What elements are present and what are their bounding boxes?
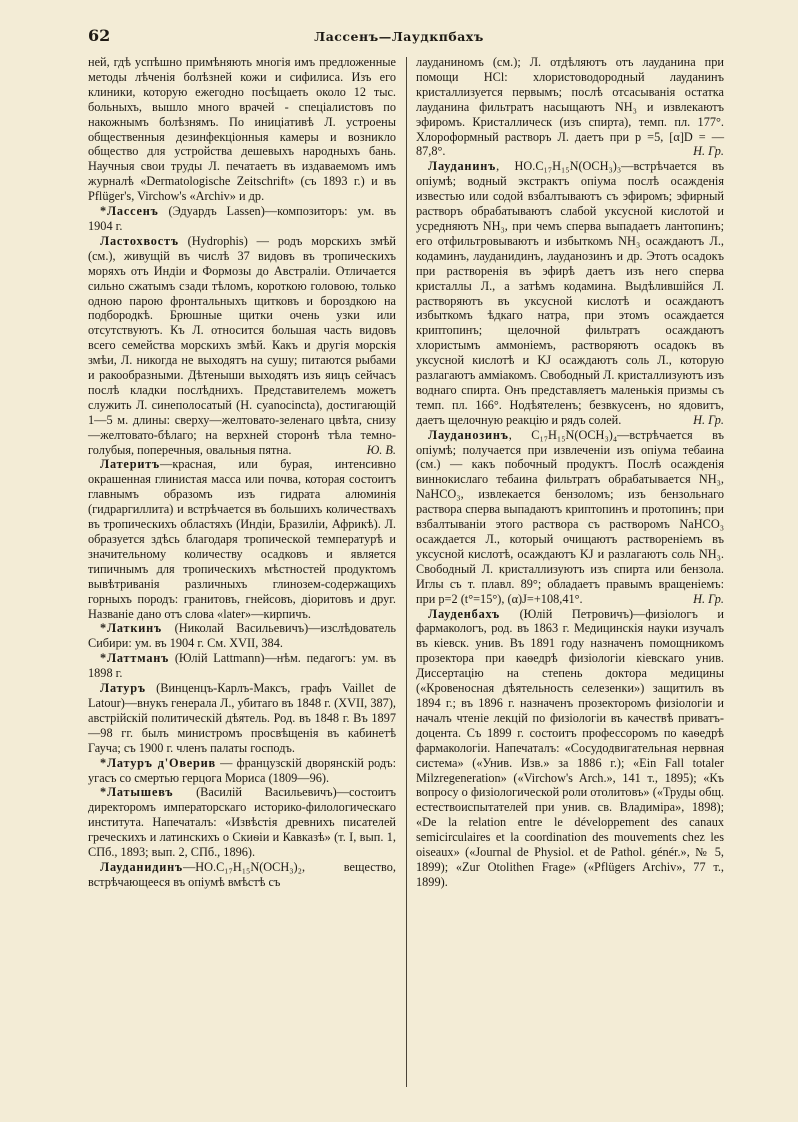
entry-text: (Эдуардъ Lassen)—композиторъ: ум. въ 1904 г. — [88, 204, 396, 233]
entry-headword: Латеритъ — [100, 457, 161, 472]
entry-text: (Hydrophis) — родъ морскихъ змѣй (см.), живущій въ числѣ 37 видовъ въ тропическихъ моряхъ отъ Индіи и Формозы до Австраліи. Отличается сильно сжатымъ сзади тѣломъ, короткою головою, только одною парою фронтальныхъ щитковъ и бороздкою на подбородкѣ. Брюшные щитки очень узки или отсутствуютъ. Къ Л. относится большая часть видовъ всего семейства морскихъ змѣй. Какъ и другія морскія змѣи, Л. никогда не выходятъ на сушу; питаются рыбами и ракообразными. Дѣтеныши выходятъ изъ яицъ сейчасъ послѣ кладки послѣднихъ. Представителемъ можетъ служить Л. синеполосатый (H. cyanocincta), достигающій 1—5 м. длины: сверху—желтовато-зеленаго цвѣта, снизу—желтовато-бѣлаго; на верхней сторонѣ тѣла темно-голубыя, поперечныя, овальныя пятна. — [88, 233, 396, 457]
entry — [88, 204, 396, 234]
entry-headword: Лауданидинъ — [100, 859, 183, 874]
entry-headword: Лауденбахъ — [428, 606, 500, 621]
entry-signature: Ю. В. — [366, 442, 396, 457]
entry-headword: *Лассенъ — [100, 204, 159, 219]
entry-headword: *Латуръ д'Оверив — [100, 755, 216, 770]
entry-text: (Винценцъ-Карлъ-Максъ, графъ Vaillet de Latour)—внукъ генерала Л., убитаго въ 1848 г. (XVII, 387), австрійскій политическій дѣятель. Род. въ 1848 г. Въ 1897—98 гг. былъ министромъ просвѣщенія въ кабинетѣ Гауча; съ 1900 г. членъ палаты господъ. — [88, 681, 396, 755]
entry — [88, 756, 396, 786]
entry-headword: Лауданинъ — [428, 159, 497, 174]
entry-text: (Василій Васильевичъ)—состоитъ директоромъ императорскаго историко-филологическаго института. Напечаталъ: «Извѣстія древнихъ писателей греческихъ и латинскихъ о Скиѳіи и Кавказѣ» (т. I, вып. 1, СПб., 1893; вып. 2, СПб., 1896). — [88, 785, 396, 860]
entry-headword: Латуръ — [100, 681, 146, 696]
entry-headword: *Латкинъ — [100, 621, 163, 636]
entry-text: —красная, или бурая, интенсивно окрашенная глинистая масса или почва, которая состоитъ главнымъ образомъ изъ гидрата алюминія (гидраргиллита) и встрѣчается въ большихъ количествахъ въ тропическихъ областяхъ (Индіи, Бразиліи, Африкѣ). Л. образуется здѣсь благодаря тропической температурѣ и значительному количеству осадковъ и является типичнымъ для тропическихъ мѣстностей продуктомъ вывѣтриванія различныхъ глинозем-содержащихъ горныхъ породъ: гранитовъ, гнейсовъ, діоритовъ и друг. Названіе дано отъ слова «later»—кирпичъ. — [88, 457, 396, 621]
entry — [416, 607, 724, 890]
entry — [416, 159, 724, 427]
entry-headword: Ластохвостъ — [100, 233, 179, 248]
entry-signature: Н. Гр. — [693, 412, 724, 427]
page-number: 62 — [88, 26, 111, 45]
running-head: Лассенъ—Лаудкпбахъ — [314, 29, 484, 44]
entry — [88, 621, 396, 651]
entry-text: (Юлій Lattmann)—нѣм. педагогъ: ум. въ 1898 г. — [88, 651, 396, 681]
entry-headword: *Латтманъ — [100, 651, 170, 666]
entry-text: (Николай Васильевичъ)—изслѣдователь Сибири: ум. въ 1904 г. См. XVII, 384. — [88, 621, 396, 651]
entry-text: (Юлій Петровичъ)—физіологъ и фармакологъ, род. въ 1863 г. Медицинскія науки изучалъ въ кіевск. унив. Въ 1891 году назначенъ помощникомъ прозектора при каѳедрѣ физіологіи кіевскаго унив. Диссертацію на степень доктора медицины («Кровеносная дѣятельность селезенки») защитилъ въ 1894 г.; въ 1896 г. назначенъ прозекторомъ физіологіи и началъ чтеніе лекцій по физіологіи въ качествѣ приватъ-доцента. Съ 1899 г. состоитъ профессоромъ по каѳедрѣ фармакологіи. Напечаталъ: «Сосудодвигательная нервная система» («Унив. Изв.» за 1886 г.); «Ein Fall totaler Milzregeneration» («Virchow's Arch.», 141 т., 1895); «Къ вопросу о физіологической роли отолитовъ» («Труды общ. естествоиспытателей при унив. св. Владиміра», 1898); «De la relation entre le développement des canaux semicirculaires et la coordination des mouvements chez les oiseaux» («Journal de Physiol. et de Pathol. génér.», № 5, 1899); «Zur Otolithen Frage» («Pflügers Archiv», 77 т., 1899). — [416, 606, 724, 889]
right-column — [416, 55, 724, 890]
entry — [88, 860, 396, 890]
entry-text: ней, гдѣ успѣшно примѣняють многія имъ предложенные методы лѣченія болѣзней кожи и сифилиса. Изъ его клиники, которую ежегодно посѣщаеть около 12 тыс. больныхъ, вышло много врачей - спеціалистовъ по накожнымъ болѣзнямъ. По иниціативѣ Л. устроены общественныя дезинфекціонныя камеры и возникло общество для устройства дешевыхъ народныхъ бань. Научныя свои труды Л. печатаетъ въ издаваемомъ имъ журналѣ «Dermatologische Zeitschrift» (съ 1893 г.) и въ Pflüger's, Virchow's «Archiv» и др. — [88, 55, 396, 204]
entry-headword: Лауданозинъ — [428, 427, 509, 442]
entry — [88, 457, 396, 621]
entry-text: —HO.C₁₇H₁₅N(OCH₃)₂, вещество, встрѣчающееся въ опіумѣ вмѣстѣ съ — [88, 859, 396, 889]
entry — [88, 651, 396, 681]
entry — [88, 55, 396, 204]
entry-text: , HO.C₁₇H₁₅N(OCH₃)₃—встрѣчается въ опіумѣ; водный экстрактъ опіума послѣ осажденія известью или содой взбалтываютъ съ эфиромъ; эфирный растворъ обрабатываютъ слабой уксусной кислотой и усредняютъ NH₃, при чемъ сперва выпадаетъ лантопинъ; его отфильтровываютъ и избыткомъ NH₃ осаждаютъ Л., кодаминъ, лауданидинъ, лауданозинъ и др. Этотъ осадокъ при растворенія въ эфирѣ даетъ изъ него сперва кристаллы Л., а затѣмъ кодамина. Выдѣлившійся Л. растворяютъ въ уксусной кислотѣ и осаждаютъ избыткомъ ѣдкаго натра, при этомъ осаждается криптопинъ; щелочной фильтратъ осаждаютъ хлористымъ аммоніемъ, растворяютъ осадокъ въ уксусной кислотѣ и KJ осаждаютъ соль Л., которую разлагаютъ аммiакомъ. Свободный Л. кристаллизуютъ изъ воднаго спирта. Онъ представляетъ маленькія призмы съ темп. пл. 166°. Нодѣятеленъ; безвкусенъ, но ядовитъ, даетъ щелочную реакцію и рядъ солей. — [416, 159, 724, 427]
entry-text: , C₁₇H₁₅N(OCH₃)₄—встрѣчается въ опіумѣ; получается при извлеченіи изъ опіума тебаина (см.) — какъ побочный продуктъ. Послѣ осажденія виннокислаго тебаина фильтратъ обрабатывается NH₃, NaHCO₃, извлекается бензоломъ; изъ бензольнаго раствора сперва выпадаютъ криптопинъ и протопинъ; при взбалтываніи этого раствора съ растворомъ NaHCO₃ осаждается Л., который очищаютъ раствореніемъ въ уксусной кислотѣ, осаждаютъ KJ и разлагаютъ соль NH₃. Свободный Л. кристаллизуютъ изъ спирта или бензола. Иглы съ т. плавл. 89°; обладаетъ правымъ вращеніемъ: при p=2 (t°=15°), (α)J=+108,41°. — [416, 427, 724, 606]
entry-text: — французскій дворянскій родъ: угасъ со смертью герцога Мориса (1809—96). — [88, 755, 396, 785]
entry — [88, 785, 396, 860]
entry-headword: *Латышевъ — [100, 785, 174, 800]
entry-signature: Н. Гр. — [693, 144, 724, 159]
entry — [416, 55, 724, 159]
entry — [88, 681, 396, 756]
entry-text: лауданиномъ (см.); Л. отдѣляютъ отъ лауданина при помощи HCl: хлористоводородный лауданинъ кристаллизуется первымъ; послѣ отсасыванія остатка лауданина фильтратъ насыщаютъ NH₃ и извлекаютъ эфиромъ. Кристаллическ (изъ спирта), темп. пл. 177°. Хлороформный растворъ Л. даетъ при p =5, [α]D = — 87,8°. — [416, 55, 724, 159]
entry — [88, 234, 396, 458]
column-divider — [406, 57, 407, 1087]
entry — [416, 428, 724, 607]
left-column — [88, 55, 396, 890]
entry-signature: Н. Гр. — [693, 591, 724, 606]
